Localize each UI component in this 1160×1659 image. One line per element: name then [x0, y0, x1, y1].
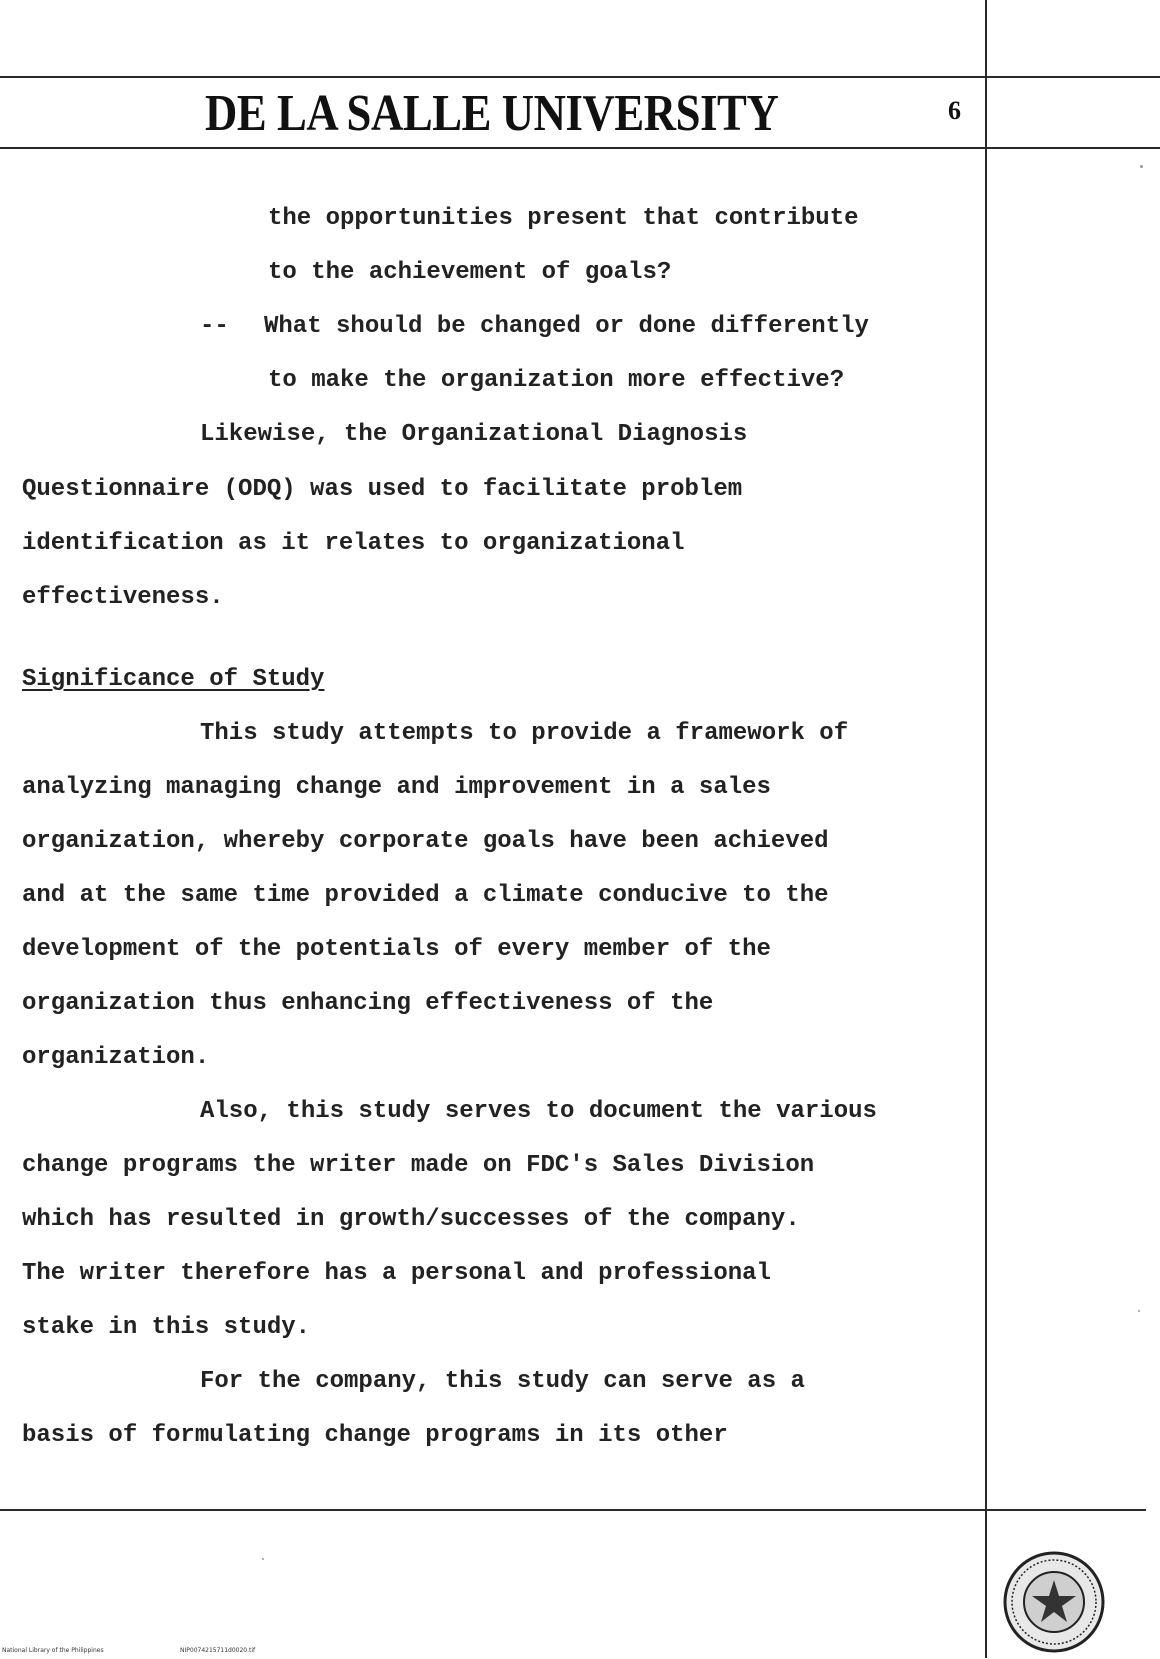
text-line: organization, whereby corporate goals have been achieved	[22, 828, 829, 855]
text-line: organization thus enhancing effectiveness of the	[22, 990, 714, 1017]
header-bottom-rule	[0, 147, 1160, 149]
text-line: change programs the writer made on FDC's Sales Division	[22, 1152, 815, 1179]
scan-speck	[1138, 1310, 1140, 1312]
text-line: Likewise, the Organizational Diagnosis	[200, 421, 748, 448]
text-line: Also, this study serves to document the various	[200, 1098, 877, 1125]
text-line: The writer therefore has a personal and professional	[22, 1260, 771, 1287]
page-number: 6	[948, 96, 961, 125]
text-line: This study attempts to provide a framework of	[200, 720, 849, 747]
library-credit: National Library of the Philippines	[2, 1647, 104, 1654]
text-line: the opportunities present that contribute	[268, 205, 859, 232]
text-line: organization.	[22, 1044, 210, 1071]
header-top-rule	[0, 76, 1160, 78]
bullet-marker: --	[200, 313, 229, 340]
text-line: which has resulted in growth/successes of the company.	[22, 1206, 800, 1233]
scan-speck	[1140, 165, 1143, 168]
text-line: What should be changed or done differently	[264, 313, 869, 340]
text-line: development of the potentials of every member of the	[22, 936, 771, 963]
file-id: NIP0074215711d0020.tif	[180, 1647, 256, 1654]
text-line: and at the same time provided a climate conducive to the	[22, 882, 829, 909]
university-header: DE LA SALLE UNIVERSITY	[205, 85, 779, 142]
text-line: effectiveness.	[22, 584, 224, 611]
footer-rule	[0, 1509, 1146, 1511]
scan-speck	[262, 1558, 264, 1560]
university-seal	[1002, 1550, 1106, 1659]
text-line: Questionnaire (ODQ) was used to facilitate problem	[22, 476, 743, 503]
text-line: basis of formulating change programs in its other	[22, 1422, 728, 1449]
text-line: to the achievement of goals?	[268, 259, 672, 286]
section-heading: Significance of Study	[22, 666, 325, 693]
text-line: For the company, this study can serve as a	[200, 1368, 805, 1395]
text-line: identification as it relates to organizational	[22, 530, 685, 557]
text-line: stake in this study.	[22, 1314, 311, 1341]
text-line: analyzing managing change and improvement in a sales	[22, 774, 771, 801]
vertical-margin-rule	[985, 0, 987, 1658]
text-line: to make the organization more effective?	[268, 367, 845, 394]
